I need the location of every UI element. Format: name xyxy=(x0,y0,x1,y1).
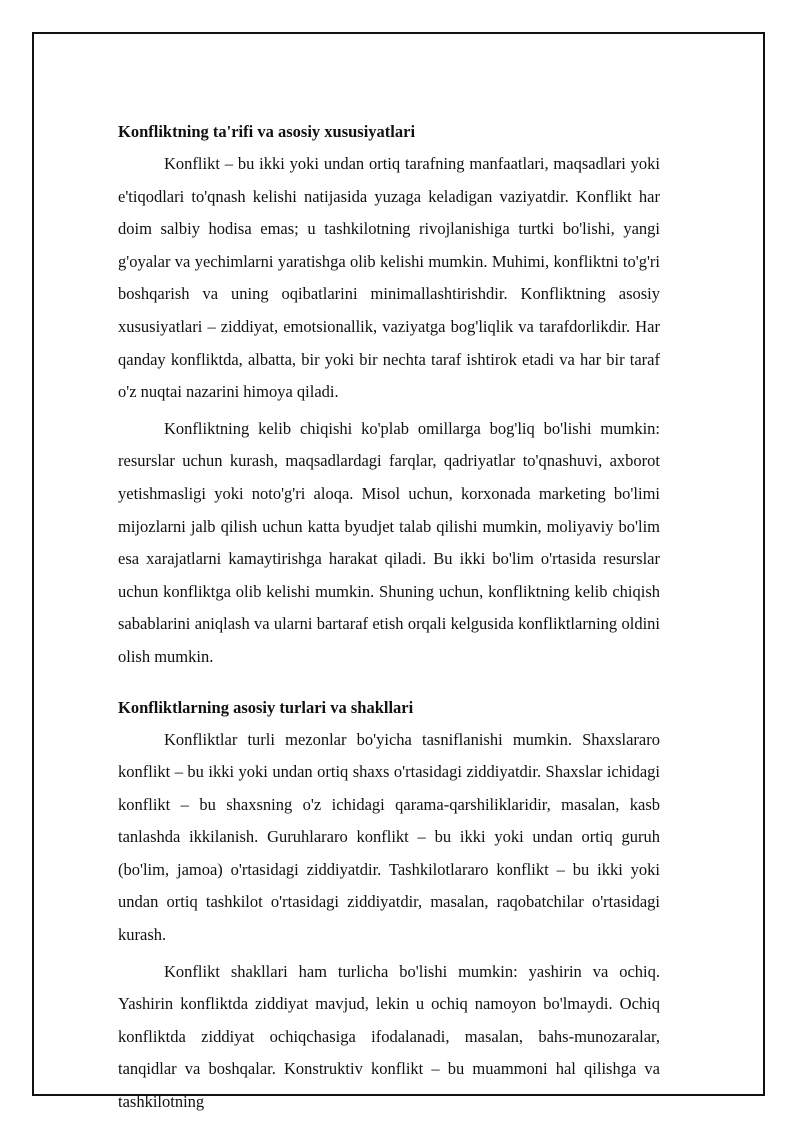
paragraph-forms: Konflikt shakllari ham turlicha bo'lishi mumkin: yashirin va ochiq. Yashirin konfliktda ziddiyat mavjud, lekin u ochiq namoyon bo'lmaydi. Ochiq konfliktda ziddiyat ochiqchasiga ifodalanadi, masalan, bahs-munozaralar, tanqidlar va boshqalar. Konstruktiv konflikt – bu muammoni hal qilishga va tashkilotning xyxy=(118,961,660,1112)
paragraph-types: Konfliktlar turli mezonlar bo'yicha tasniflanishi mumkin. Shaxslararo konflikt – bu ikki yoki undan ortiq shaxs o'rtasidagi ziddiyatdir. Shaxslar ichidagi konflikt – bu shaxsning o'z ichidagi qarama-qarshiliklaridir, masalan, kasb tanlashda ikkilanish. Guruhlararo konflikt – bu ikki yoki undan ortiq guruh (bo'lim, jamoa) o'rtasidagi ziddiyatdir. Tashkilotlararo konflikt – bu ikki yoki undan ortiq tashkilot o'rtasidagi ziddiyatdir, masalan, raqobatchilar o'rtasidagi kurash. xyxy=(118,729,660,945)
document-body xyxy=(118,92,660,1119)
section-heading-types: Konfliktlarning asosiy turlari va shakllari xyxy=(118,697,414,717)
page-frame xyxy=(32,32,765,1112)
paragraph-origins: Konfliktning kelib chiqishi ko'plab omillarga bog'liq bo'lishi mumkin: resurslar uchun kurash, maqsadlardagi farqlar, qadriyatlar to'qnashuvi, axborot yetishmasligi yoki noto'g'ri aloqa. Misol uchun, korxonada marketing bo'limi mijozlarni jalb qilish uchun katta byudjet talab qilishi mumkin, moliyaviy bo'lim esa xarajatlarni kamaytirishga harakat qiladi. Bu ikki bo'lim o'rtasida resurslar uchun konfliktga olib kelishi mumkin. Shuning uchun, konfliktning kelib chiqish sabablarini aniqlash va ularni bartaraf etish orqali kelgusida konfliktlarning oldini olish mumkin. xyxy=(118,418,660,666)
section-heading-definition: Konfliktning ta'rifi va asosiy xususiyatlari xyxy=(118,122,416,141)
paragraph-definition: Konflikt – bu ikki yoki undan ortiq tarafning manfaatlari, maqsadlari yoki e'tiqodlari to'qnash kelishi natijasida yuzaga keladigan vaziyatdir. Konflikt har doim salbiy hodisa emas; u tashkilotning rivojlanishiga turtki bo'lishi, yangi g'oyalar va yechimlarni yaratishga olib kelishi mumkin. Muhimi, konfliktni to'g'ri boshqarish va uning oqibatlarini minimallashtirishdir. Konfliktning asosiy xususiyatlari – ziddiyat, emotsionallik, vaziyatga bog'liqlik va tarafdorlikdir. Har qanday konfliktda, albatta, bir yoki bir nechta taraf ishtirok etadi va har bir taraf o'z nuqtai nazarini himoya qiladi. xyxy=(118,154,660,402)
